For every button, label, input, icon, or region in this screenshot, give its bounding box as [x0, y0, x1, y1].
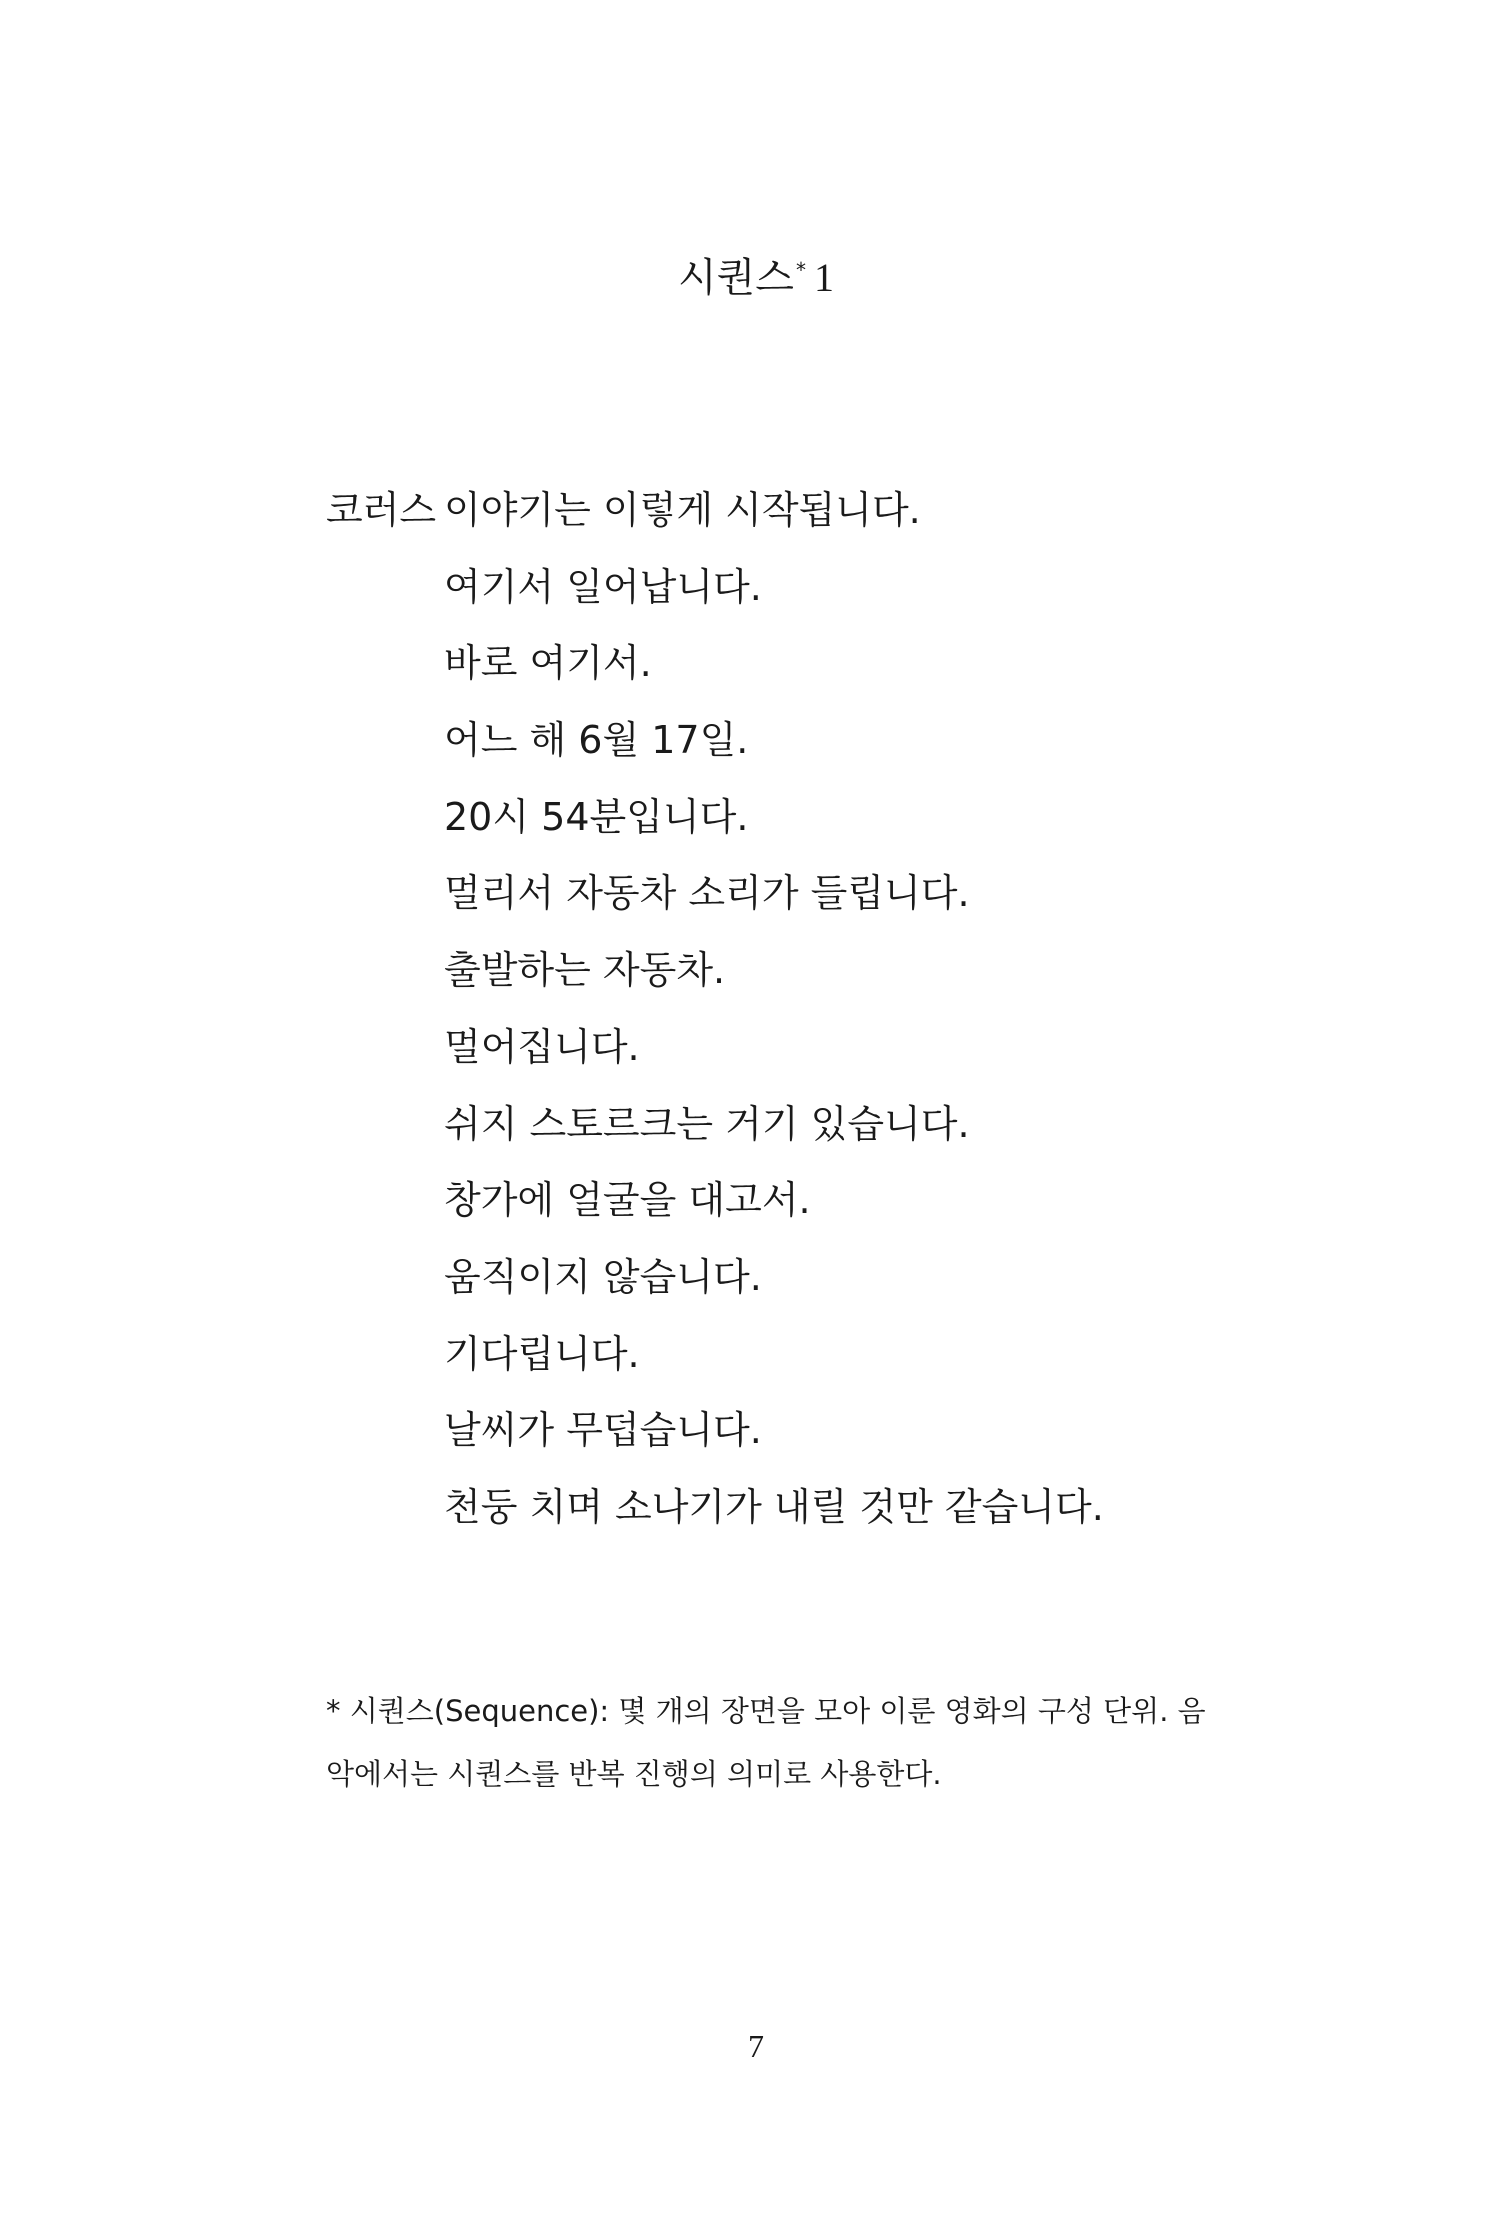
footnote-marker: *: [795, 257, 806, 282]
script-line: 천둥 치며 소나기가 내릴 것만 같습니다.: [444, 1484, 1104, 1529]
script-line: 멀리서 자동차 소리가 들립니다.: [444, 871, 970, 916]
script-line: 바로 여기서.: [444, 641, 652, 686]
script-body: [326, 472, 1326, 1546]
chapter-title-text: 시퀀스: [678, 255, 794, 301]
chapter-number: 1: [813, 255, 834, 300]
script-line: 날씨가 무덥습니다.: [444, 1408, 762, 1453]
script-line: 여기서 일어납니다.: [444, 564, 762, 609]
footnote-line: 악에서는 시퀀스를 반복 진행의 의미로 사용한다.: [326, 1757, 942, 1791]
script-line-text: 이야기는 이렇게 시작됩니다.: [444, 488, 921, 532]
script-line: 멀어집니다.: [444, 1024, 640, 1069]
page-number: 7: [748, 2028, 764, 2064]
speaker-name: 코러스: [326, 488, 437, 532]
script-line: 쉬지 스토르크는 거기 있습니다.: [444, 1101, 970, 1146]
script-line: 창가에 얼굴을 대고서.: [444, 1178, 811, 1223]
script-line: 어느 해 6월 17일.: [444, 718, 749, 763]
script-line: [326, 472, 1326, 549]
script-line: 기다립니다.: [444, 1331, 640, 1376]
script-line: 출발하는 자동차.: [444, 948, 726, 993]
footnote-line: * 시퀀스(Sequence): 몇 개의 장면을 모아 이룬 영화의 구성 단위. 음: [326, 1694, 1206, 1728]
script-line: 20시 54분입니다.: [444, 794, 749, 839]
script-line: 움직이지 않습니다.: [444, 1254, 762, 1299]
chapter-title: [0, 248, 1512, 308]
footnote: [326, 1680, 1276, 1806]
